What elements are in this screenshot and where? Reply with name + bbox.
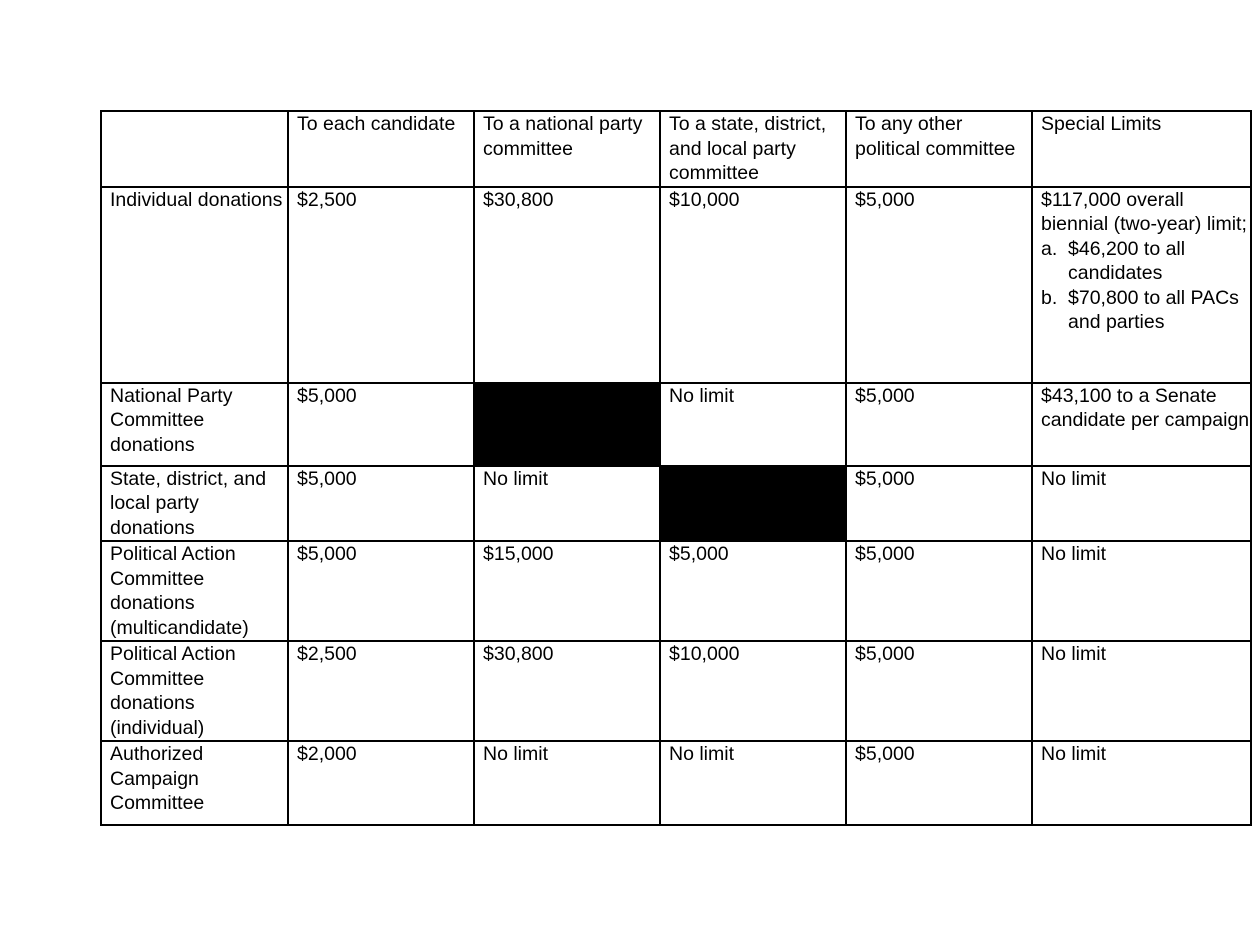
special-limit-list — [1041, 237, 1250, 335]
cell-special-limits: No limit — [1032, 541, 1251, 641]
row-label: National Party Committee donations — [101, 383, 288, 466]
cell-to-other-committee: $5,000 — [846, 541, 1032, 641]
row-label: Political Action Committee donations (multicandidate) — [101, 541, 288, 641]
special-limit-summary: $117,000 overall biennial (two-year) limit; — [1041, 188, 1247, 235]
cell-to-other-committee: $5,000 — [846, 466, 1032, 542]
table-row — [101, 187, 1251, 383]
cell-to-each-candidate: $2,500 — [288, 641, 474, 741]
table-row — [101, 466, 1251, 542]
cell-to-state-party: $10,000 — [660, 641, 846, 741]
list-item-text: $46,200 to all candidates — [1068, 237, 1186, 284]
header-to-other-political-committee: To any other political committee — [846, 111, 1032, 187]
list-item — [1041, 286, 1250, 335]
header-to-national-party-committee: To a national party committee — [474, 111, 660, 187]
cell-to-national-party: $15,000 — [474, 541, 660, 641]
cell-to-national-party: No limit — [474, 466, 660, 542]
list-item-text: $70,800 to all PACs and parties — [1068, 286, 1239, 333]
list-item — [1041, 237, 1250, 286]
cell-special-limits: No limit — [1032, 466, 1251, 542]
cell-special-limits — [1032, 187, 1251, 383]
list-marker: b. — [1041, 286, 1058, 309]
cell-to-state-party: No limit — [660, 383, 846, 466]
cell-to-state-party: $10,000 — [660, 187, 846, 383]
table-row — [101, 641, 1251, 741]
cell-to-each-candidate: $5,000 — [288, 541, 474, 641]
row-label: Political Action Committee donations (individual) — [101, 641, 288, 741]
cell-to-state-party: No limit — [660, 741, 846, 825]
cell-to-state-party: $5,000 — [660, 541, 846, 641]
cell-special-limits: $43,100 to a Senate candidate per campaign — [1032, 383, 1251, 466]
cell-special-limits: No limit — [1032, 741, 1251, 825]
cell-to-other-committee: $5,000 — [846, 383, 1032, 466]
cell-to-other-committee: $5,000 — [846, 187, 1032, 383]
contribution-limits-table — [100, 110, 1252, 826]
cell-to-each-candidate: $2,000 — [288, 741, 474, 825]
cell-special-limits: No limit — [1032, 641, 1251, 741]
cell-to-other-committee: $5,000 — [846, 641, 1032, 741]
row-label: Individual donations — [101, 187, 288, 383]
cell-to-each-candidate: $5,000 — [288, 383, 474, 466]
blacked-out-cell — [660, 466, 846, 542]
list-marker: a. — [1041, 237, 1058, 260]
row-label: Authorized Campaign Committee — [101, 741, 288, 825]
header-to-state-district-local-party: To a state, district, and local party committee — [660, 111, 846, 187]
header-corner-cell — [101, 111, 288, 187]
header-to-each-candidate: To each candidate — [288, 111, 474, 187]
blacked-out-cell — [474, 383, 660, 466]
row-label: State, district, and local party donations — [101, 466, 288, 542]
header-special-limits: Special Limits — [1032, 111, 1251, 187]
cell-to-each-candidate: $2,500 — [288, 187, 474, 383]
table-row — [101, 741, 1251, 825]
cell-to-national-party: No limit — [474, 741, 660, 825]
cell-to-national-party: $30,800 — [474, 187, 660, 383]
table-row — [101, 383, 1251, 466]
cell-to-other-committee: $5,000 — [846, 741, 1032, 825]
table-row — [101, 541, 1251, 641]
cell-to-each-candidate: $5,000 — [288, 466, 474, 542]
header-row — [101, 111, 1251, 187]
cell-to-national-party: $30,800 — [474, 641, 660, 741]
